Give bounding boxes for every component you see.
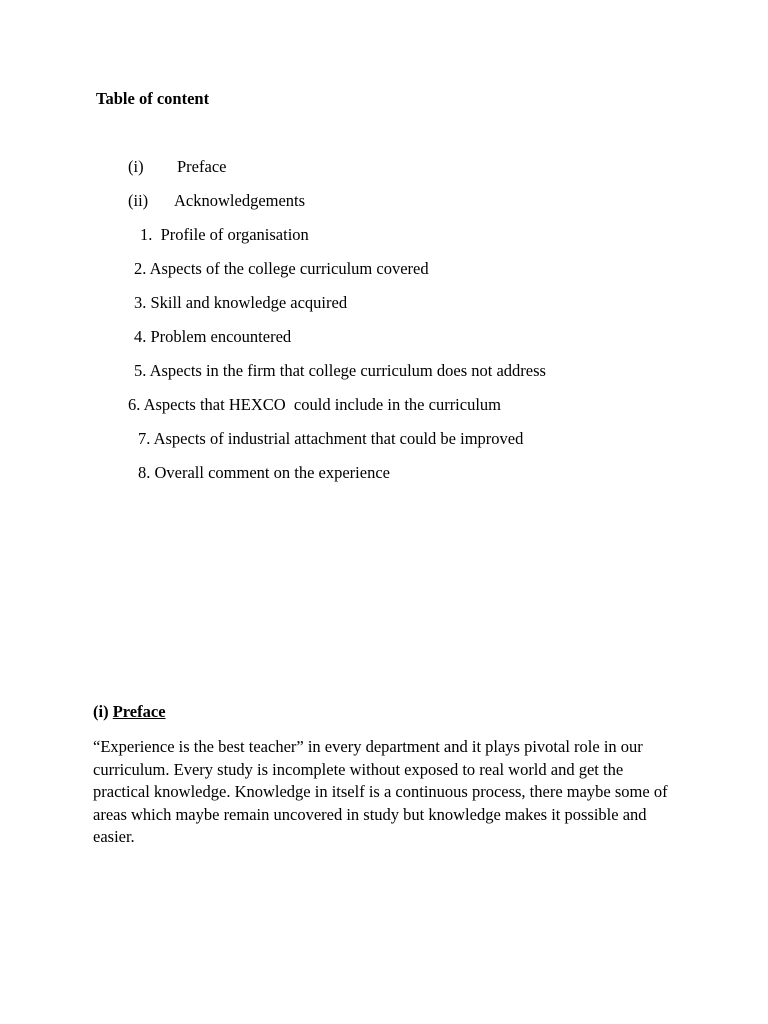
preface-heading-text: Preface	[112, 702, 166, 721]
toc-item-acknowledgements	[128, 191, 305, 211]
toc-item-label: Aspects that HEXCO could include in the curriculum	[143, 395, 502, 414]
toc-item-6	[128, 395, 501, 415]
toc-item-5	[134, 361, 546, 381]
toc-item-label: Skill and knowledge acquired	[150, 293, 348, 312]
toc-item-number: 5.	[134, 361, 147, 380]
preface-paragraph: “Experience is the best teacher” in every department and it plays pivotal role in our curriculum. Every study is incomplete without exposed to real world and get the practical knowledge. Knowledge in itself is a continuous process, there maybe some of areas which maybe remain uncovered in study but knowledge makes it possible and easier.	[93, 737, 668, 846]
toc-item-number: 7.	[138, 429, 151, 448]
toc-item-label: Acknowledgements	[174, 191, 306, 210]
toc-item-label: Preface	[177, 157, 227, 176]
toc-item-7	[138, 429, 523, 449]
toc-item-number: 3.	[134, 293, 147, 312]
toc-item-number: (i)	[128, 157, 144, 176]
toc-item-3	[134, 293, 347, 313]
toc-item-preface	[128, 157, 226, 177]
toc-title: Table of content	[96, 89, 210, 108]
toc-item-number: 6.	[128, 395, 141, 414]
toc-item-label: Profile of organisation	[160, 225, 309, 244]
toc-item-label: Aspects in the firm that college curriculum does not address	[149, 361, 546, 380]
preface-heading-number: (i)	[93, 702, 109, 721]
toc-item-1	[140, 225, 309, 245]
toc-item-label: Aspects of the college curriculum covered	[149, 259, 429, 278]
toc-item-label: Problem encountered	[150, 327, 292, 346]
toc-item-number: 2.	[134, 259, 147, 278]
toc-item-label: Aspects of industrial attachment that could be improved	[153, 429, 524, 448]
toc-item-4	[134, 327, 291, 347]
toc-item-8	[138, 463, 390, 483]
toc-item-number: (ii)	[128, 191, 149, 210]
toc-item-2	[134, 259, 429, 279]
preface-heading	[93, 702, 166, 722]
toc-item-number: 8.	[138, 463, 151, 482]
toc-item-number: 1.	[140, 225, 153, 244]
toc-item-number: 4.	[134, 327, 147, 346]
toc-item-label: Overall comment on the experience	[154, 463, 390, 482]
